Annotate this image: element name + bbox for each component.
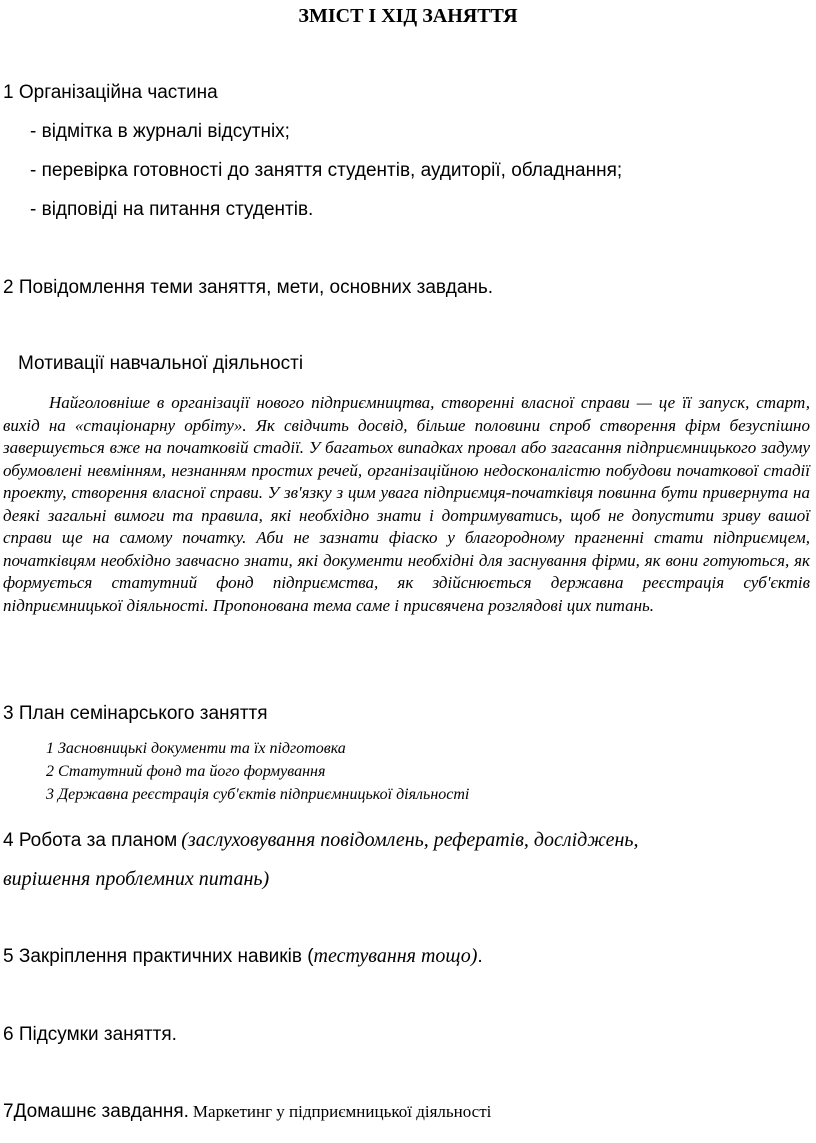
section-2-heading: 2 Повідомлення теми заняття, мети, основних завдань. <box>3 277 494 298</box>
section-4-note: (заслуховування повідомлень, рефератів, досліджень, <box>181 829 639 851</box>
motivation-paragraph: Найголовніше в організації нового підприємництва, створенні власної справи — це її запуск, старт, вихід на «стаціонарну орбіту». Як свідчить досвід, більше половини спроб створення фірм безуспішно завершується вже на початковій стадії. У багатьох випадках провал або загасання підприємницького задуму обумовлені невмінням, незнанням простих речей, організаційною недосконалістю побудови початкової стадії проекту, створення власної справи. У зв'язку з цим увага підприємця-початківця повинна бути привернута на деякі загальні вимоги та правила, які необхідно знати і дотримуватись, щоб не допустити зриву вашої справи ще на самому початку. Аби не зазнати фіаско у благородному прагненні стати підприємцем, початківцям необхідно завчасно знати, які документи необхідні для заснування фірми, як вони готуються, як формується статутний фонд підприємства, як здійснюється державна реєстрація суб'єктів підприємницької діяльності. Пропонована тема саме і присвячена розглядові цих питань. <box>3 393 810 615</box>
section-1-item: - перевірка готовності до заняття студентів, аудиторії, обладнання; <box>30 160 623 181</box>
plan-item: 2 Статутний фонд та його формування <box>46 763 326 780</box>
section-7 <box>3 1101 491 1123</box>
section-7-heading: 7Домашнє завдання. <box>3 1101 189 1122</box>
section-4-heading: 4 Робота за планом <box>3 830 178 851</box>
section-4 <box>3 829 639 852</box>
section-3-heading: 3 План семінарського заняття <box>3 703 268 724</box>
page-title: ЗМІСТ І ХІД ЗАНЯТТЯ <box>298 5 518 27</box>
section-5-heading: 5 Закріплення практичних навиків ( <box>3 946 314 967</box>
plan-item: 1 Засновницькі документи та їх підготовка <box>46 740 346 757</box>
homework-text: Маркетинг у підприємницької діяльності <box>192 1102 492 1121</box>
motivation-heading: Мотивації навчальної діяльності <box>18 353 304 374</box>
section-1-item: - відповіді на питання студентів. <box>30 199 314 220</box>
section-1-item: - відмітка в журналі відсутніх; <box>30 121 290 142</box>
section-5 <box>3 945 483 968</box>
section-4-note-cont: вирішення проблемних питань) <box>3 868 270 890</box>
section-5-note: тестування тощо) <box>313 945 478 967</box>
section-1-heading: 1 Організаційна частина <box>3 82 218 103</box>
plan-item: 3 Державна реєстрація суб'єктів підприємницької діяльності <box>46 786 470 803</box>
section-5-tail: . <box>477 946 483 967</box>
section-6-heading: 6 Підсумки заняття. <box>3 1024 177 1045</box>
